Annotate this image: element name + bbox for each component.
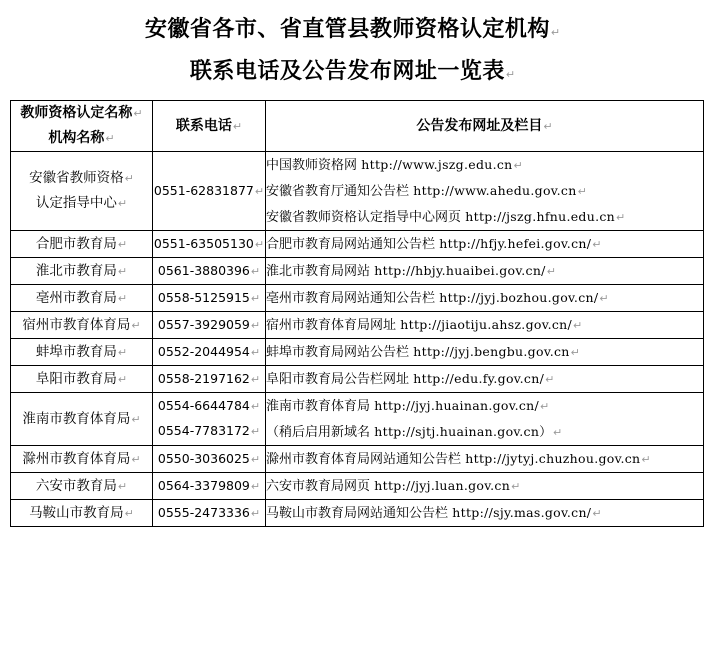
pilcrow-mark: ↵: [131, 452, 141, 466]
phone-cell: [153, 339, 266, 366]
phone-number: 0551-63505130↵: [153, 235, 265, 251]
phone-number: 0554-6644784↵: [157, 398, 261, 413]
pilcrow-mark: ↵: [570, 346, 580, 359]
pilcrow-mark: ↵: [250, 291, 261, 305]
agency-name-cell: [11, 152, 153, 231]
document-title: [0, 0, 705, 94]
url-link[interactable]: http://edu.fy.gov.cn/: [409, 371, 545, 386]
url-link[interactable]: http://sjtj.huainan.gov.cn）: [370, 424, 552, 439]
agency-name-cell: [11, 500, 153, 527]
agency-name-cell: [11, 393, 153, 446]
phone-cell: [153, 312, 266, 339]
pilcrow-mark: ↵: [250, 264, 261, 278]
pilcrow-mark: ↵: [131, 318, 141, 332]
table-row: [11, 393, 704, 446]
pilcrow-mark: ↵: [105, 132, 115, 145]
url-label: 蚌埠市教育局网站公告栏: [266, 345, 410, 360]
pilcrow-mark: ↵: [133, 107, 143, 120]
pilcrow-mark: ↵: [117, 372, 128, 386]
table-body: [11, 152, 704, 527]
table-row: [11, 231, 704, 258]
agency-name-line: 滁州市教育体育局↵: [22, 450, 141, 467]
pilcrow-mark: ↵: [117, 345, 128, 359]
url-label: 马鞍山市教育局网站通知公告栏: [266, 506, 449, 521]
pilcrow-mark: ↵: [250, 372, 261, 386]
pilcrow-mark: ↵: [250, 425, 261, 438]
pilcrow-mark: ↵: [232, 119, 243, 133]
pilcrow-mark: ↵: [513, 159, 523, 172]
announcement-url-line: [266, 419, 703, 445]
url-label: 合肥市教育局网站通知公告栏: [266, 237, 436, 252]
announcement-url-cell: [266, 446, 704, 473]
pilcrow-mark: ↵: [250, 452, 261, 466]
pilcrow-mark: ↵: [546, 265, 556, 278]
pilcrow-mark: ↵: [573, 319, 583, 332]
phone-number: 0555-2473336↵: [157, 504, 261, 520]
agency-name-line: 六安市教育局↵: [35, 477, 128, 494]
announcement-url-cell: [266, 473, 704, 500]
url-link[interactable]: http://hfjy.hefei.gov.cn/: [435, 236, 592, 251]
url-link[interactable]: http://jszg.hfnu.edu.cn: [461, 209, 615, 224]
url-link[interactable]: http://sjy.mas.gov.cn/: [448, 505, 592, 520]
agency-name-line: 认定指导中心↵: [35, 195, 128, 211]
pilcrow-mark: ↵: [254, 184, 265, 198]
table-row: [11, 339, 704, 366]
url-label: 宿州市教育体育局网址: [266, 318, 397, 333]
url-label: 中国教师资格网: [266, 158, 358, 173]
pilcrow-mark: ↵: [511, 480, 521, 493]
announcement-url-line: [266, 366, 703, 392]
pilcrow-mark: ↵: [543, 119, 553, 133]
agency-name-cell: [11, 473, 153, 500]
announcement-url-cell: [266, 152, 704, 231]
table-row: [11, 285, 704, 312]
url-label: 六安市教育局网页: [266, 479, 371, 494]
url-link[interactable]: http://jyj.huainan.gov.cn/: [370, 398, 540, 413]
phone-number: 0551-62831877↵: [153, 182, 265, 198]
agency-name-cell: [11, 285, 153, 312]
agency-name-cell: [11, 339, 153, 366]
url-label: 阜阳市教育局公告栏网址: [266, 372, 410, 387]
phone-cell: [153, 152, 266, 231]
phone-number: 0554-7783172↵: [157, 423, 261, 438]
title-line-2: [0, 52, 705, 94]
phone-number: 0557-3929059↵: [157, 316, 261, 332]
table-row: [11, 258, 704, 285]
phone-number: 0552-2044954↵: [157, 343, 261, 359]
announcement-url-line: [266, 500, 703, 526]
pilcrow-mark: ↵: [117, 479, 128, 493]
url-link[interactable]: http://www.ahedu.gov.cn: [409, 183, 577, 198]
agency-name-cell: [11, 312, 153, 339]
pilcrow-mark: ↵: [616, 211, 626, 224]
column-header-url: [266, 101, 704, 152]
url-label: 安徽省教育厅通知公告栏: [266, 184, 410, 199]
phone-cell: [153, 473, 266, 500]
column-header-name-line2: 机构名称: [48, 130, 105, 146]
pilcrow-mark: ↵: [117, 264, 128, 278]
column-header-name: [11, 101, 153, 152]
announcement-url-line: [266, 473, 703, 499]
table-row: [11, 152, 704, 231]
agency-name-line: 马鞍山市教育局↵: [29, 504, 134, 521]
phone-cell: [153, 231, 266, 258]
pilcrow-mark: ↵: [250, 345, 261, 359]
announcement-url-cell: [266, 258, 704, 285]
title-line-1: [0, 10, 705, 52]
pilcrow-mark: ↵: [592, 238, 602, 251]
column-header-name-line1: 教师资格认定名称: [20, 105, 133, 121]
pilcrow-mark: ↵: [117, 291, 128, 305]
agency-name-cell: [11, 446, 153, 473]
agency-name-line: 安徽省教师资格↵: [29, 170, 134, 186]
pilcrow-mark: ↵: [124, 506, 134, 520]
table-header-row: [11, 101, 704, 152]
pilcrow-mark: ↵: [250, 479, 261, 493]
agency-name-line: 淮北市教育局↵: [35, 262, 128, 279]
phone-cell: [153, 500, 266, 527]
table-header: [11, 101, 704, 152]
announcement-url-line: [266, 339, 703, 365]
url-link[interactable]: http://jyj.luan.gov.cn: [370, 478, 511, 493]
announcement-url-cell: [266, 366, 704, 393]
phone-cell: [153, 285, 266, 312]
table-row: [11, 473, 704, 500]
announcement-url-line: [266, 393, 703, 419]
url-link[interactable]: http://jyj.bozhou.gov.cn/: [435, 290, 599, 305]
announcement-url-line: [266, 152, 703, 178]
table-row: [11, 312, 704, 339]
announcement-url-cell: [266, 500, 704, 527]
phone-number: 0558-5125915↵: [157, 289, 261, 305]
url-label: 淮北市教育局网站: [266, 264, 371, 279]
url-link[interactable]: http://www.jszg.edu.cn: [357, 157, 513, 172]
pilcrow-mark: ↵: [599, 292, 609, 305]
pilcrow-mark: ↵: [540, 400, 550, 413]
phone-number: 0561-3880396↵: [157, 262, 261, 278]
table-row: [11, 446, 704, 473]
announcement-url-line: [266, 446, 703, 472]
pilcrow-mark: ↵: [550, 26, 561, 39]
announcement-url-line: [266, 312, 703, 338]
phone-number: 0550-3036025↵: [157, 450, 261, 466]
phone-cell: [153, 446, 266, 473]
announcement-url-cell: [266, 285, 704, 312]
phone-number: 0564-3379809↵: [157, 477, 261, 493]
agency-name-line: 宿州市教育体育局↵: [22, 316, 141, 333]
pilcrow-mark: ↵: [124, 172, 134, 185]
agency-name-line: 亳州市教育局↵: [35, 289, 128, 306]
pilcrow-mark: ↵: [250, 506, 261, 520]
agency-name-line: 淮南市教育体育局↵: [22, 410, 141, 427]
announcement-url-cell: [266, 339, 704, 366]
url-label: 淮南市教育体育局: [266, 399, 371, 414]
announcement-url-cell: [266, 231, 704, 258]
url-label: 滁州市教育体育局网站通知公告栏: [266, 452, 462, 467]
announcement-url-line: [266, 231, 703, 257]
url-label: 安徽省教师资格认定指导中心网页: [266, 210, 462, 225]
announcement-url-cell: [266, 393, 704, 446]
table-row: [11, 366, 704, 393]
agency-contact-table: [10, 100, 704, 527]
phone-cell: [153, 366, 266, 393]
pilcrow-mark: ↵: [131, 412, 141, 426]
pilcrow-mark: ↵: [577, 185, 587, 198]
pilcrow-mark: ↵: [641, 453, 651, 466]
column-header-url-text: 公告发布网址及栏目: [416, 117, 543, 134]
pilcrow-mark: ↵: [553, 426, 563, 439]
pilcrow-mark: ↵: [250, 318, 261, 332]
agency-name-cell: [11, 231, 153, 258]
url-link[interactable]: http://jytyj.chuzhou.gov.cn: [461, 451, 641, 466]
phone-cell: [153, 258, 266, 285]
title-line-2-text: 联系电话及公告发布网址一览表: [189, 58, 505, 84]
announcement-url-cell: [266, 312, 704, 339]
agency-name-cell: [11, 258, 153, 285]
pilcrow-mark: ↵: [545, 373, 555, 386]
column-header-phone-text: 联系电话: [175, 117, 232, 134]
agency-name-cell: [11, 366, 153, 393]
announcement-url-line: [266, 204, 703, 230]
agency-name-line: 阜阳市教育局↵: [35, 370, 128, 387]
announcement-url-line: [266, 258, 703, 284]
phone-cell: [153, 393, 266, 446]
agency-name-line: 合肥市教育局↵: [35, 235, 128, 252]
url-link[interactable]: http://hbjy.huaibei.gov.cn/: [370, 263, 546, 278]
url-link[interactable]: http://jiaotiju.ahsz.gov.cn/: [396, 317, 573, 332]
announcement-url-line: [266, 178, 703, 204]
pilcrow-mark: ↵: [505, 68, 516, 81]
url-label: 亳州市教育局网站通知公告栏: [266, 291, 436, 306]
pilcrow-mark: ↵: [250, 400, 261, 413]
pilcrow-mark: ↵: [592, 507, 602, 520]
agency-name-line: 蚌埠市教育局↵: [35, 343, 128, 360]
title-line-1-text: 安徽省各市、省直管县教师资格认定机构: [144, 16, 550, 42]
announcement-url-line: [266, 285, 703, 311]
pilcrow-mark: ↵: [117, 237, 128, 251]
phone-number: 0558-2197162↵: [157, 370, 261, 386]
pilcrow-mark: ↵: [117, 197, 128, 210]
url-label: （稍后启用新域名: [266, 425, 371, 440]
table-row: [11, 500, 704, 527]
pilcrow-mark: ↵: [254, 237, 265, 251]
column-header-phone: [153, 101, 266, 152]
url-link[interactable]: http://jyj.bengbu.gov.cn: [409, 344, 570, 359]
